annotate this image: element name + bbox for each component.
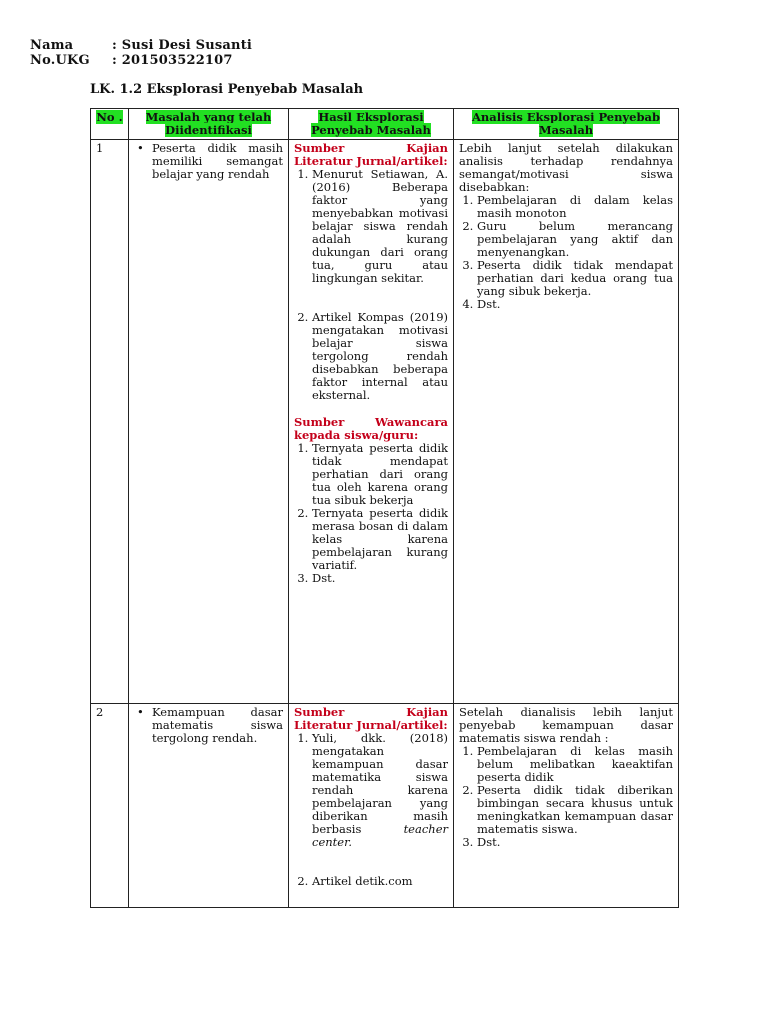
masalah-cell [129, 704, 289, 908]
list-item: 2. Ternyata peserta didik merasa bosan di dalam kelas karena pembelajaran kurang variatif. [312, 507, 448, 572]
analisis-cell [454, 704, 679, 908]
analisis-intro: Setelah dianalisis lebih lanjut penyebab kemampuan dasar matematis siswa rendah : [459, 705, 673, 745]
list-item: • Kemampuan dasar matematis siswa tergolong rendah. [137, 705, 283, 745]
list-item: 2. Peserta didik tidak diberikan bimbingan secara khusus untuk meningkatkan kemampuan dasar matematis siswa. [477, 784, 673, 836]
header-no: No . [91, 109, 129, 140]
masalah-cell [129, 140, 289, 704]
list-item: • Peserta didik masih memiliki semangat belajar yang rendah [137, 141, 283, 181]
hasil-cell [289, 704, 454, 908]
list-item: 1. Menurut Setiawan, A. (2016) Beberapa faktor yang menyebabkan motivasi belajar siswa rendah adalah kurang dukungan dari orang tua, guru atau lingkungan sekitar. [312, 168, 448, 285]
table-header-row [91, 109, 679, 140]
exploration-table [90, 108, 679, 908]
list-item: 1. Pembelajaran di kelas masih belum melibatkan kaeaktifan peserta didik [477, 745, 673, 784]
ukg-label: No.UKG [30, 53, 90, 68]
list-item: 3. Peserta didik tidak mendapat perhatian dari kedua orang tua yang sibuk bekerja. [477, 259, 673, 298]
list-item: 1. Yuli, dkk. (2018) mengatakan kemampuan dasar matematika siswa rendah karena pembelajaran yang diberikan masih berbasis teacher center. [312, 732, 448, 849]
list-item: 2. Guru belum merancang pembelajaran yang aktif dan menyenangkan. [477, 220, 673, 259]
ukg-value: : 201503522107 [112, 53, 233, 68]
source-interview-title: Sumber Wawancara kepada siswa/guru: [294, 415, 448, 442]
analisis-cell [454, 140, 679, 704]
header-analisis: Analisis Eksplorasi Penyebab Masalah [454, 109, 679, 140]
analisis-intro: Lebih lanjut setelah dilakukan analisis terhadap rendahnya semangat/motivasi siswa disebabkan: [459, 141, 673, 194]
header-nama [30, 38, 252, 53]
nama-label: Nama [30, 38, 74, 53]
list-item: 4. Dst. [477, 298, 673, 311]
row-number: 2 [91, 704, 129, 908]
list-item: 2. Artikel Kompas (2019) mengatakan motivasi belajar siswa tergolong rendah disebabkan beberapa faktor internal atau eksternal. [312, 311, 448, 402]
table-row [91, 140, 679, 704]
list-item: 3. Dst. [312, 572, 448, 585]
source-literature-title: Sumber Kajian Literatur Jurnal/artikel: [294, 141, 448, 168]
header-masalah: Masalah yang telah Diidentifikasi [129, 109, 289, 140]
nama-value: : Susi Desi Susanti [112, 38, 253, 53]
row-number: 1 [91, 140, 129, 704]
header-hasil: Hasil Eksplorasi Penyebab Masalah [289, 109, 454, 140]
table-row [91, 704, 679, 908]
list-item: 3. Dst. [477, 836, 673, 849]
source-literature-title: Sumber Kajian Literatur Jurnal/artikel: [294, 705, 448, 732]
page-title: LK. 1.2 Eksplorasi Penyebab Masalah [90, 82, 364, 97]
list-item: 1. Ternyata peserta didik tidak mendapat perhatian dari orang tua oleh karena orang tua sibuk bekerja [312, 442, 448, 507]
header-ukg [30, 53, 233, 68]
hasil-cell [289, 140, 454, 704]
list-item: 1. Pembelajaran di dalam kelas masih monoton [477, 194, 673, 220]
list-item: 2. Artikel detik.com [312, 875, 448, 888]
